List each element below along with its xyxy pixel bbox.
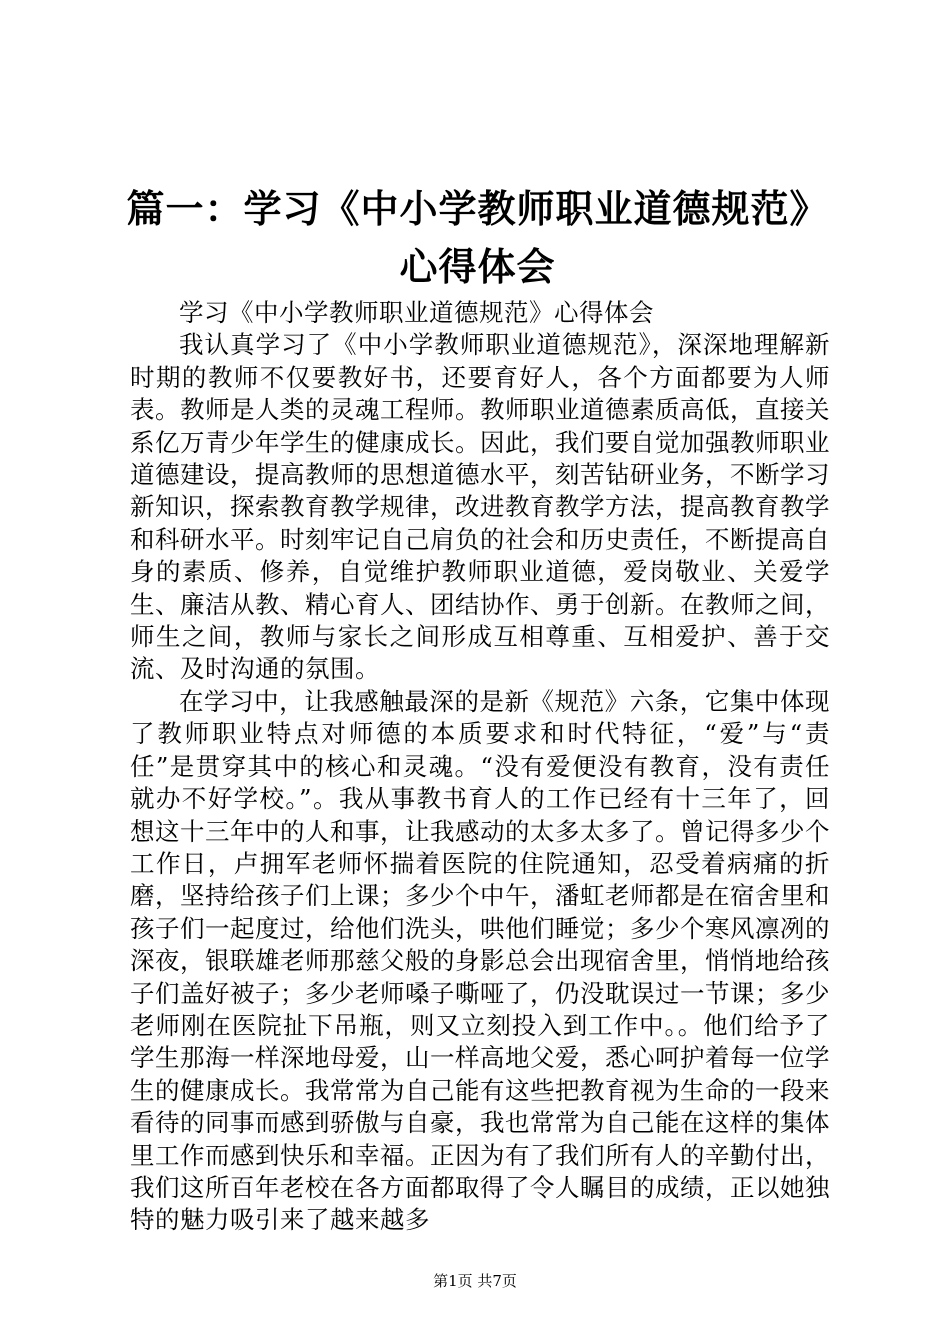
paragraph-1: 我认真学习了《中小学教师职业道德规范》，深深地理解新时期的教师不仅要教好书，还要育好人，各个方面都要为人师表。教师是人类的灵魂工程师。教师职业道德素质高低，直接关系亿万青少年学生的健康成长。因此，我们要自觉加强教师职业道德建设，提高教师的思想道德水平，刻苦钻研业务，不断学习新知识，探索教育教学规律，改进教育教学方法，提高教育教学和科研水平。时刻牢记自己肩负的社会和历史责任，不断提高自身的素质、修养，自觉维护教师职业道德，爱岗敬业、关爱学生、廉洁从教、精心育人、团结协作、勇于创新。在教师之间，师生之间，教师与家长之间形成互相尊重、互相爱护、善于交流、及时沟通的氛围。 [130,330,830,684]
paragraph-2: 在学习中，让我感触最深的是新《规范》六条，它集中体现了教师职业特点对师德的本质要求和时代特征，“爱”与“责任”是贯穿其中的核心和灵魂。“没有爱便没有教育，没有责任就办不好学校。”。我从事教书育人的工作已经有十三年了，回想这十三年中的人和事，让我感动的太多太多了。曾记得多少个工作日，卢拥军老师怀揣着医院的住院通知，忍受着病痛的折磨，坚持给孩子们上课；多少个中午，潘虹老师都是在宿舍里和孩子们一起度过，给他们洗头，哄他们睡觉；多少个寒风凛冽的深夜，银联雄老师那慈父般的身影总会出现宿舍里，悄悄地给孩子们盖好被子；多少老师嗓子嘶哑了，仍没耽误过一节课；多少老师刚在医院扯下吊瓶，则又立刻投入到工作中。。他们给予了学生那海一样深地母爱，山一样高地父爱，悉心呵护着每一位学生的健康成长。我常常为自己能有这些把教育视为生命的一段来看待的同事而感到骄傲与自豪，我也常常为自己能在这样的集体里工作而感到快乐和幸福。正因为有了我们所有人的辛勤付出，我们这所百年老校在各方面都取得了令人瞩目的成绩，正以她独特的魅力吸引来了越来越多 [130,686,830,1235]
document-subtitle: 学习《中小学教师职业道德规范》心得体会 [179,298,654,327]
document-title: 篇一：学习《中小学教师职业道德规范》心得体会 [126,186,829,289]
page-number-footer: 第1页 共7页 [433,1272,517,1290]
document-body [130,297,830,1237]
